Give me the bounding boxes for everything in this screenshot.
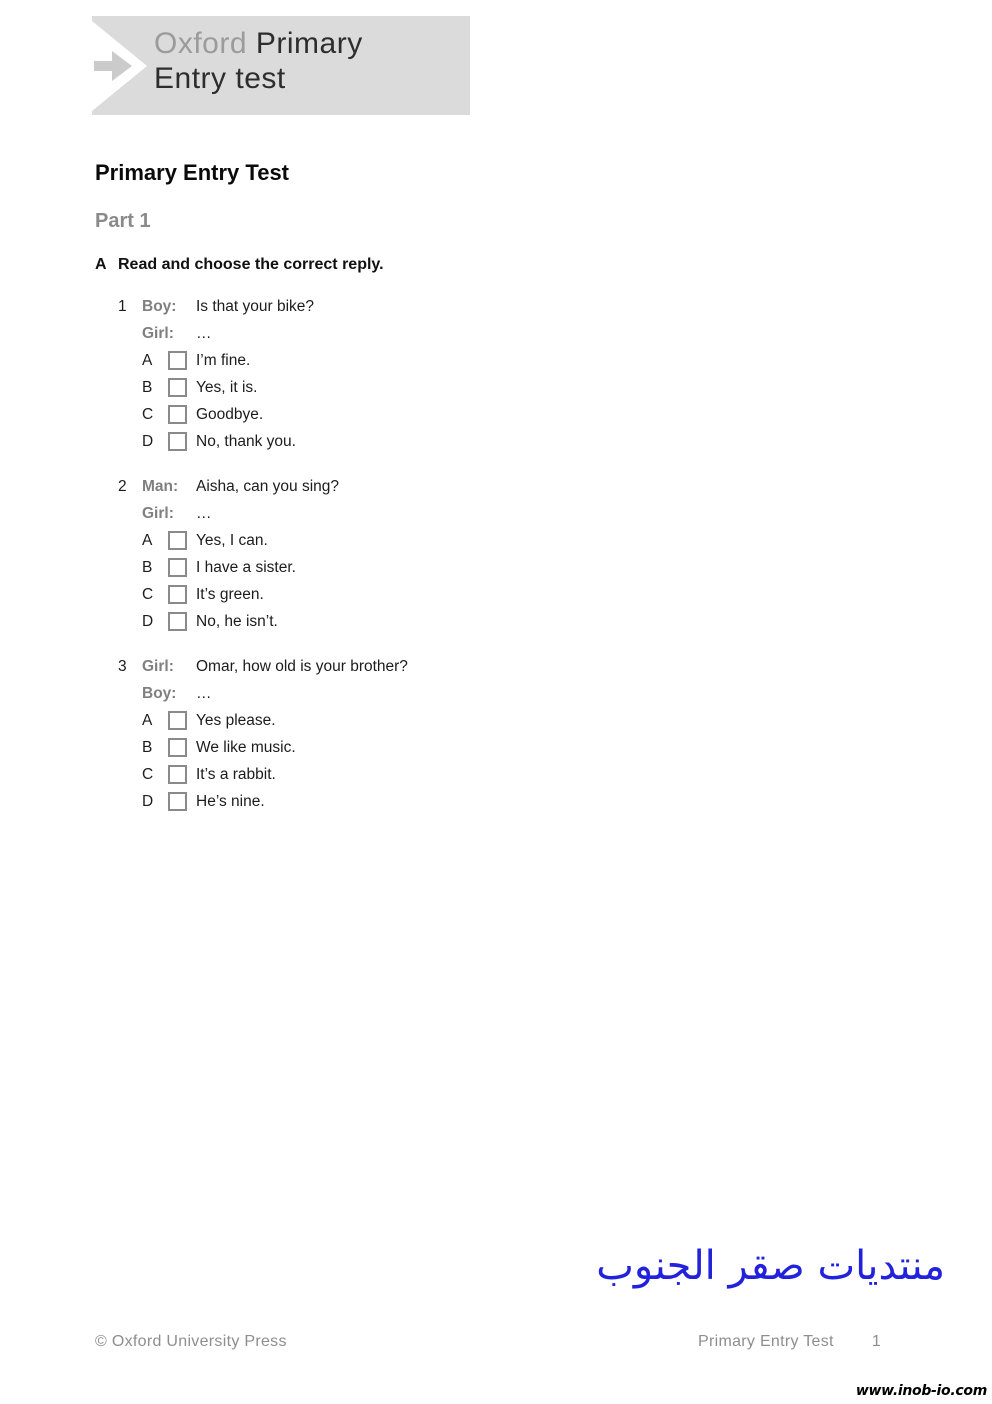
section-letter: A xyxy=(95,256,107,273)
option-letter: D xyxy=(142,792,154,810)
footer-doc-title: Primary Entry Test xyxy=(698,1333,834,1350)
option-text: We like music. xyxy=(196,738,296,756)
logo-series: Primary xyxy=(255,27,363,60)
option-row xyxy=(118,734,408,761)
option-letter: C xyxy=(142,585,154,603)
option-row xyxy=(118,554,408,581)
forum-watermark: منتديات صقر الجنوب xyxy=(596,1243,945,1289)
answer-checkbox[interactable] xyxy=(168,531,187,550)
answer-checkbox[interactable] xyxy=(168,711,187,730)
option-row xyxy=(118,608,408,635)
option-letter: A xyxy=(142,711,153,729)
answer-checkbox[interactable] xyxy=(168,792,187,811)
option-text: It’s a rabbit. xyxy=(196,765,276,783)
answer-checkbox[interactable] xyxy=(168,405,187,424)
option-text: I’m fine. xyxy=(196,351,251,369)
answer-checkbox[interactable] xyxy=(168,738,187,757)
answer-checkbox[interactable] xyxy=(168,378,187,397)
dialogue-line xyxy=(118,473,408,500)
dialogue-text: … xyxy=(196,324,212,342)
option-text: I have a sister. xyxy=(196,558,296,576)
option-text: Yes, I can. xyxy=(196,531,268,549)
speaker-label: Boy: xyxy=(142,297,177,315)
page-title: Primary Entry Test xyxy=(95,160,290,185)
speaker-label: Man: xyxy=(142,477,179,495)
dialogue-line xyxy=(118,293,408,320)
answer-checkbox[interactable] xyxy=(168,558,187,577)
question-number: 1 xyxy=(118,297,127,315)
answer-checkbox[interactable] xyxy=(168,432,187,451)
option-letter: C xyxy=(142,765,154,783)
logo-banner xyxy=(92,16,470,115)
dialogue-text: … xyxy=(196,504,212,522)
option-text: Yes please. xyxy=(196,711,276,729)
answer-checkbox[interactable] xyxy=(168,585,187,604)
option-row xyxy=(118,527,408,554)
option-row xyxy=(118,347,408,374)
question-block xyxy=(118,293,408,455)
option-row xyxy=(118,581,408,608)
option-text: No, thank you. xyxy=(196,432,296,450)
dialogue-text: … xyxy=(196,684,212,702)
logo-line-2: Entry test xyxy=(154,62,286,95)
question-block xyxy=(118,653,408,815)
questions xyxy=(118,293,408,833)
site-stamp: www.inob-io.com xyxy=(855,1383,987,1399)
option-letter: A xyxy=(142,531,153,549)
option-text: No, he isn’t. xyxy=(196,612,278,630)
option-row xyxy=(118,788,408,815)
option-letter: D xyxy=(142,432,154,450)
dialogue-line xyxy=(118,320,408,347)
speaker-label: Girl: xyxy=(142,324,174,342)
option-row xyxy=(118,707,408,734)
right-arrow-icon-head xyxy=(112,51,132,81)
answer-checkbox[interactable] xyxy=(168,612,187,631)
option-letter: D xyxy=(142,612,154,630)
speaker-label: Girl: xyxy=(142,504,174,522)
logo-text xyxy=(154,26,363,96)
dialogue-lines xyxy=(118,653,408,707)
logo-brand: Oxford xyxy=(154,27,248,60)
option-text: It’s green. xyxy=(196,585,264,603)
option-letter: B xyxy=(142,738,153,756)
right-arrow-icon xyxy=(94,61,112,71)
option-row xyxy=(118,428,408,455)
option-text: He’s nine. xyxy=(196,792,265,810)
dialogue-line xyxy=(118,500,408,527)
option-row xyxy=(118,761,408,788)
option-letter: A xyxy=(142,351,153,369)
question-number: 2 xyxy=(118,477,127,495)
footer-right xyxy=(698,1333,881,1351)
page-number: 1 xyxy=(871,1333,882,1350)
options xyxy=(118,347,408,455)
question-number: 3 xyxy=(118,657,127,675)
question-block xyxy=(118,473,408,635)
speaker-label: Boy: xyxy=(142,684,177,702)
option-row xyxy=(118,374,408,401)
section-instruction-text: Read and choose the correct reply. xyxy=(118,256,384,273)
section-instruction xyxy=(95,256,384,274)
speaker-label: Girl: xyxy=(142,657,174,675)
answer-checkbox[interactable] xyxy=(168,765,187,784)
option-letter: B xyxy=(142,378,153,396)
logo-line-1 xyxy=(154,26,363,61)
dialogue-text: Omar, how old is your brother? xyxy=(196,657,408,675)
dialogue-text: Is that your bike? xyxy=(196,297,315,315)
dialogue-line xyxy=(118,680,408,707)
option-row xyxy=(118,401,408,428)
options xyxy=(118,527,408,635)
dialogue-lines xyxy=(118,293,408,347)
options xyxy=(118,707,408,815)
option-text: Goodbye. xyxy=(196,405,264,423)
answer-checkbox[interactable] xyxy=(168,351,187,370)
option-letter: C xyxy=(142,405,154,423)
dialogue-line xyxy=(118,653,408,680)
dialogue-lines xyxy=(118,473,408,527)
copyright-notice: © Oxford University Press xyxy=(95,1333,287,1350)
dialogue-text: Aisha, can you sing? xyxy=(196,477,340,495)
option-letter: B xyxy=(142,558,153,576)
option-text: Yes, it is. xyxy=(196,378,258,396)
part-heading: Part 1 xyxy=(95,210,151,232)
